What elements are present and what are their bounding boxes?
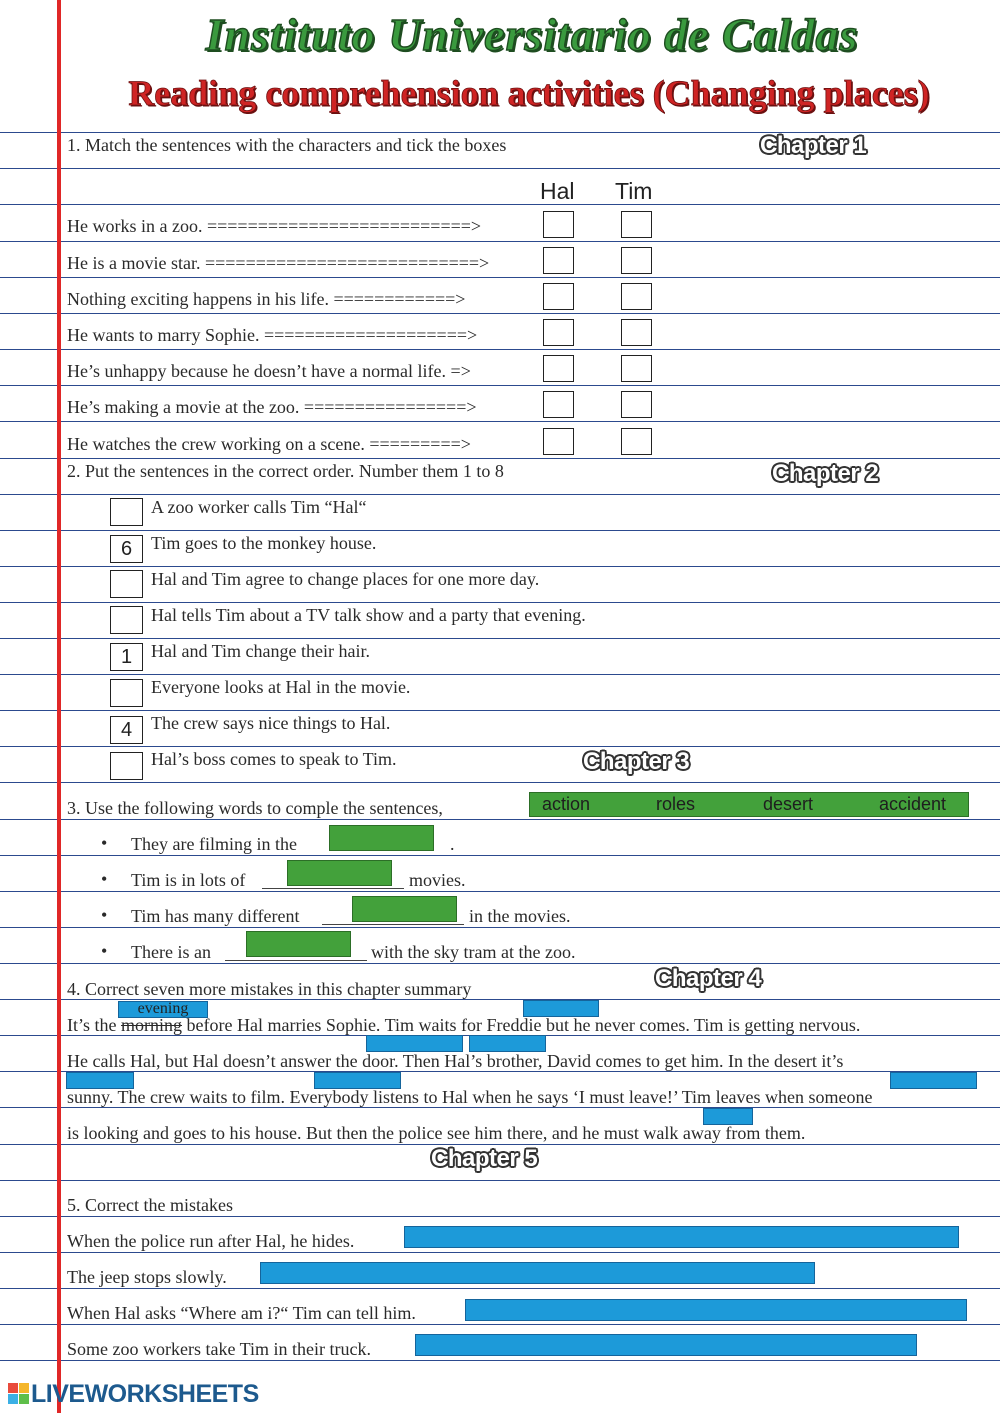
order-box-5[interactable]: 1 bbox=[110, 643, 143, 671]
tick-box-tim-1[interactable] bbox=[621, 211, 652, 238]
rule-line bbox=[0, 674, 1000, 675]
order-box-2[interactable]: 6 bbox=[110, 535, 143, 563]
rule-line bbox=[0, 1180, 1000, 1181]
chapter-5-label: Chapter 5 bbox=[431, 1145, 538, 1172]
fill-sentence-2-after: movies. bbox=[409, 870, 466, 890]
tick-box-hal-4[interactable] bbox=[543, 319, 574, 346]
summary-line-4: is looking and goes to his house. But then the police see him there, and he must walk away from them. bbox=[67, 1123, 806, 1143]
bullet: • bbox=[101, 905, 108, 925]
rule-line bbox=[0, 1216, 1000, 1217]
tick-box-hal-3[interactable] bbox=[543, 283, 574, 310]
section4-instruction: 4. Correct seven more mistakes in this chapter summary bbox=[67, 979, 472, 999]
order-sentence-7: The crew says nice things to Hal. bbox=[151, 713, 391, 733]
rule-line bbox=[0, 421, 1000, 422]
order-sentence-5: Hal and Tim change their hair. bbox=[151, 641, 370, 661]
correct-sentence-3: When Hal asks “Where am i?“ Tim can tell him. bbox=[67, 1303, 416, 1323]
rule-line bbox=[0, 855, 1000, 856]
tick-box-tim-6[interactable] bbox=[621, 391, 652, 418]
liveworksheets-brand: LIVEWORKSHEETS bbox=[31, 1380, 259, 1408]
match-row-6: He’s making a movie at the zoo. ================> bbox=[67, 397, 477, 417]
column-hal: Hal bbox=[540, 178, 575, 204]
fill-blank-3[interactable] bbox=[352, 896, 457, 922]
summary-line-2: He calls Hal, but Hal doesn’t answer the door. Then Hal’s brother, David comes to get him. In the desert it’s bbox=[67, 1051, 844, 1071]
order-box-3[interactable] bbox=[110, 570, 143, 598]
order-box-1[interactable] bbox=[110, 498, 143, 526]
rule-line bbox=[0, 458, 1000, 459]
answer-field-1[interactable] bbox=[404, 1226, 959, 1248]
word-bank-item: desert bbox=[763, 794, 814, 814]
answer-field-2[interactable] bbox=[260, 1262, 815, 1284]
summary-line-1: It’s the morning before Hal marries Sophie. Tim waits for Freddie but he never comes. Tim is getting nervous. bbox=[67, 1015, 861, 1035]
chapter-4-label: Chapter 4 bbox=[655, 965, 762, 992]
order-box-6[interactable] bbox=[110, 679, 143, 707]
tick-box-hal-2[interactable] bbox=[543, 247, 574, 274]
tick-box-hal-5[interactable] bbox=[543, 355, 574, 382]
tick-box-tim-2[interactable] bbox=[621, 247, 652, 274]
rule-line bbox=[0, 277, 1000, 278]
tick-box-hal-7[interactable] bbox=[543, 428, 574, 455]
tick-box-hal-6[interactable] bbox=[543, 391, 574, 418]
match-row-1: He works in a zoo. ==========================> bbox=[67, 216, 482, 236]
section1-instruction: 1. Match the sentences with the characters and tick the boxes bbox=[67, 135, 507, 155]
order-sentence-8: Hal’s boss comes to speak to Tim. bbox=[151, 749, 397, 769]
order-box-8[interactable] bbox=[110, 752, 143, 780]
bullet: • bbox=[101, 833, 108, 853]
school-title: Instituto Universitario de Caldas bbox=[205, 9, 859, 60]
rule-line bbox=[0, 1360, 1000, 1361]
fill-sentence-2-before: Tim is in lots of bbox=[131, 870, 246, 890]
order-box-7[interactable]: 4 bbox=[110, 716, 143, 744]
rule-line bbox=[0, 1288, 1000, 1289]
underline bbox=[225, 960, 367, 961]
summary-line-3: sunny. The crew waits to film. Everybody listens to Hal when he says ‘I must leave!’ Tim leaves when someone bbox=[67, 1087, 873, 1107]
tick-box-tim-7[interactable] bbox=[621, 428, 652, 455]
tick-box-tim-3[interactable] bbox=[621, 283, 652, 310]
correct-sentence-2: The jeep stops slowly. bbox=[67, 1267, 227, 1287]
chapter-3-label: Chapter 3 bbox=[583, 748, 690, 775]
order-sentence-3: Hal and Tim agree to change places for one more day. bbox=[151, 569, 540, 589]
fill-sentence-4-before: There is an bbox=[131, 942, 211, 962]
match-row-7: He watches the crew working on a scene. =========> bbox=[67, 434, 471, 454]
worksheet-subtitle: Reading comprehension activities (Changing places) bbox=[128, 73, 930, 113]
answer-field-4[interactable] bbox=[415, 1334, 917, 1356]
fill-blank-1[interactable] bbox=[329, 825, 434, 851]
rule-line bbox=[0, 349, 1000, 350]
rule-line bbox=[0, 168, 1000, 169]
chapter-2-label: Chapter 2 bbox=[772, 460, 879, 487]
chapter-1-label: Chapter 1 bbox=[760, 132, 867, 159]
section2-instruction: 2. Put the sentences in the correct order. Number them 1 to 8 bbox=[67, 461, 504, 481]
correct-sentence-4: Some zoo workers take Tim in their truck. bbox=[67, 1339, 371, 1359]
column-tim: Tim bbox=[615, 178, 653, 204]
rule-line bbox=[0, 385, 1000, 386]
rule-line bbox=[0, 710, 1000, 711]
rule-line bbox=[0, 782, 1000, 783]
tick-box-tim-5[interactable] bbox=[621, 355, 652, 382]
tick-box-hal-1[interactable] bbox=[543, 211, 574, 238]
order-box-4[interactable] bbox=[110, 606, 143, 634]
tick-box-tim-4[interactable] bbox=[621, 319, 652, 346]
section3-instruction: 3. Use the following words to comple the sentences, bbox=[67, 798, 443, 818]
rule-line bbox=[0, 891, 1000, 892]
match-row-3: Nothing exciting happens in his life. ============> bbox=[67, 289, 466, 309]
bullet: • bbox=[101, 869, 108, 889]
match-row-5: He’s unhappy because he doesn’t have a normal life. => bbox=[67, 361, 471, 381]
fill-sentence-4-after: with the sky tram at the zoo. bbox=[371, 942, 576, 962]
order-sentence-2: Tim goes to the monkey house. bbox=[151, 533, 377, 553]
section5-instruction: 5. Correct the mistakes bbox=[67, 1195, 233, 1215]
word-bank-item: action bbox=[542, 794, 591, 814]
fill-sentence-3-after: in the movies. bbox=[469, 906, 571, 926]
rule-line bbox=[0, 566, 1000, 567]
rule-line bbox=[0, 963, 1000, 964]
order-sentence-4: Hal tells Tim about a TV talk show and a party that evening. bbox=[151, 605, 586, 625]
answer-field-3[interactable] bbox=[465, 1299, 967, 1321]
order-sentence-1: A zoo worker calls Tim “Hal“ bbox=[151, 497, 367, 517]
word-bank bbox=[529, 792, 969, 817]
word-bank-item: accident bbox=[879, 794, 947, 814]
rule-line bbox=[0, 241, 1000, 242]
rule-line bbox=[0, 927, 1000, 928]
fill-sentence-1-after: . bbox=[450, 834, 455, 854]
rule-line bbox=[0, 204, 1000, 205]
bullet: • bbox=[101, 941, 108, 961]
match-row-4: He wants to marry Sophie. ====================> bbox=[67, 325, 478, 345]
rule-line bbox=[0, 313, 1000, 314]
rule-line bbox=[0, 1324, 1000, 1325]
rule-line bbox=[0, 638, 1000, 639]
rule-line bbox=[0, 819, 1000, 820]
example-answer-box: evening bbox=[118, 1001, 208, 1018]
fill-sentence-3-before: Tim has many different bbox=[131, 906, 300, 926]
match-row-2: He is a movie star. ===========================> bbox=[67, 253, 490, 273]
correct-sentence-1: When the police run after Hal, he hides. bbox=[67, 1231, 355, 1251]
liveworksheets-logo-icon bbox=[8, 1383, 29, 1404]
fill-blank-2[interactable] bbox=[287, 860, 392, 886]
rule-line bbox=[0, 494, 1000, 495]
underline bbox=[262, 888, 404, 889]
margin-line bbox=[57, 0, 61, 1413]
fill-blank-4[interactable] bbox=[246, 931, 351, 957]
rule-line bbox=[0, 746, 1000, 747]
fill-sentence-1-before: They are filming in the bbox=[131, 834, 297, 854]
order-sentence-6: Everyone looks at Hal in the movie. bbox=[151, 677, 411, 697]
rule-line bbox=[0, 1252, 1000, 1253]
word-bank-item: roles bbox=[656, 794, 696, 814]
rule-line bbox=[0, 530, 1000, 531]
rule-line bbox=[0, 602, 1000, 603]
struck-word: morning bbox=[121, 1015, 182, 1035]
underline bbox=[322, 924, 464, 925]
correction-box-6[interactable] bbox=[890, 1072, 977, 1089]
